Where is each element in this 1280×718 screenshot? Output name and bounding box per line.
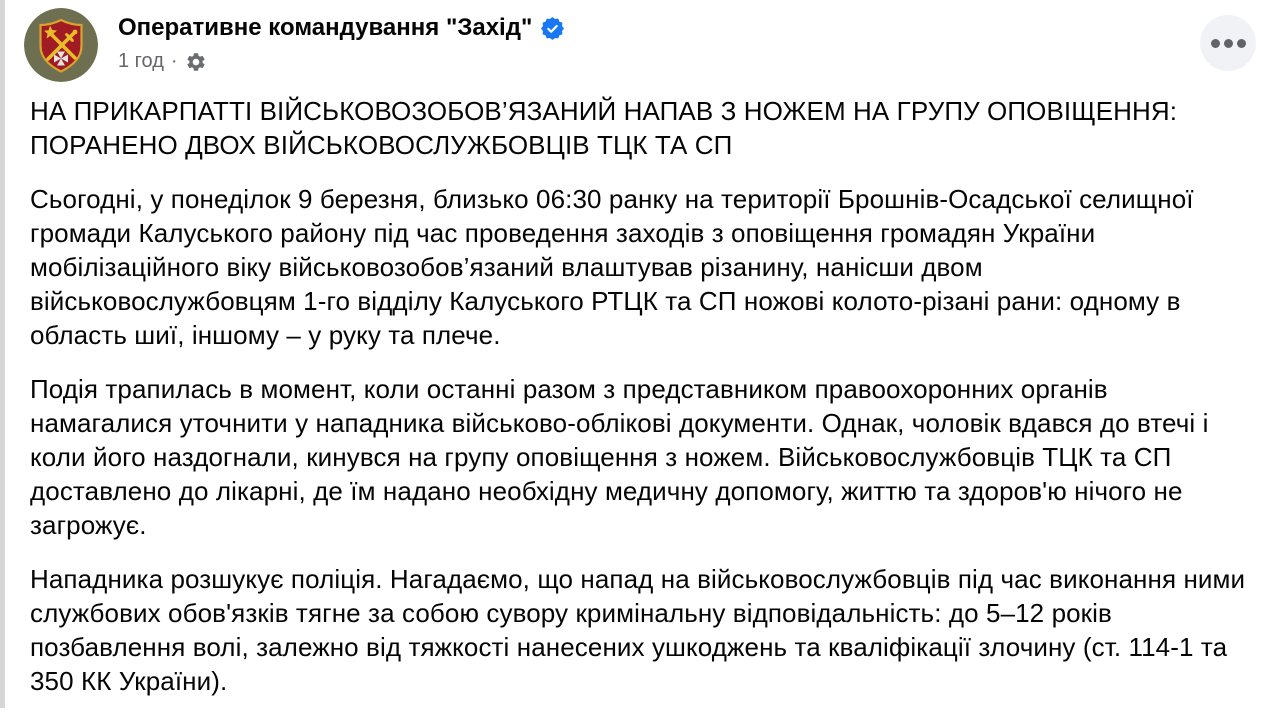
privacy-gear-icon [185, 51, 207, 73]
timestamp[interactable]: 1 год [118, 50, 164, 72]
verified-badge-icon [541, 17, 564, 40]
post-header [24, 8, 1180, 82]
ellipsis-icon [1211, 39, 1220, 48]
meta-separator: · [170, 50, 178, 72]
more-options-button[interactable] [1200, 15, 1256, 71]
page-name-link[interactable]: Оперативне командування "Захід" [118, 14, 533, 41]
header-info [118, 8, 564, 73]
page-avatar[interactable] [24, 8, 98, 82]
post-paragraph-2: Подія трапилась в момент, коли останні разом з представником правоохоронних органів намагалися уточнити у нападника військово-облікові документи. Однак, чоловік вдався до втечі і коли його наздогнали, кинувся на групу оповіщення з ножем. Військовослужбовців ТЦК та СП доставлено до лікарні, де їм надано необхідну медичну допомогу, життю та здоров'ю нічого не загрожує. [30, 374, 1209, 540]
post-text [30, 94, 1254, 718]
post-headline: НА ПРИКАРПАТТІ ВІЙСЬКОВОЗОБОВ’ЯЗАНИЙ НАПАВ З НОЖЕМ НА ГРУПУ ОПОВІЩЕННЯ: ПОРАНЕНО ДВОХ ВІЙСЬКОВОСЛУЖБОВЦІВ ТЦК ТА СП [30, 96, 1178, 160]
post-paragraph-3: Нападника розшукує поліція. Нагадаємо, що напад на військовослужбовців під час виконання ними службових обов'язків тягне за собою сувору кримінальну відповідальність: до 5–12 років позбавлення волі, залежно від тяжкості нанесених ушкоджень та кваліфікації злочину (ст. 114-1 та 350 КК України). [30, 564, 1246, 696]
avatar-sword-pommel [73, 30, 78, 35]
post-paragraph-1: Сьогодні, у понеділок 9 березня, близько 06:30 ранку на території Брошнів-Осадської селищної громади Калуського району під час проведення заходів з оповіщення громадян України мобілізаційного віку військовозобов’язаний влаштував різанину, нанісши двом військовослужбовцям 1-го відділу Калуського РТЦК та СП ножові колото-різані рани: одному в область шиї, іншому – у руку та плече. [30, 184, 1194, 350]
window-edge-strip [0, 0, 5, 708]
post-meta [118, 49, 564, 73]
